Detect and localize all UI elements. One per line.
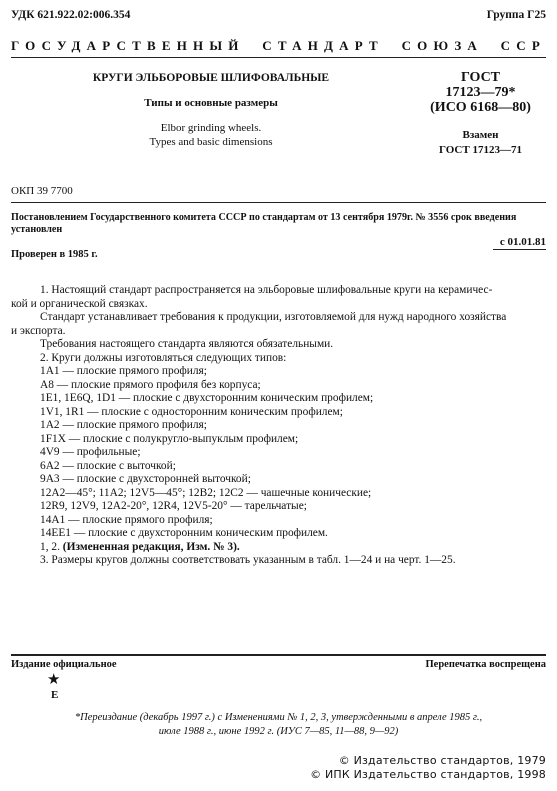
amendment-items: 1, 2. — [40, 541, 60, 553]
body-line: 3. Размеры кругов должны соответствовать указанным в табл. 1—24 и на черт. 1—25. — [40, 554, 456, 566]
reissue-note-line1: *Переиздание (декабрь 1997 г.) с Изменениями № 1, 2, 3, утвержденными в апреле 1985 г., — [74, 712, 483, 723]
body-line: 1A2 — плоские прямого профиля; — [40, 419, 207, 431]
checked-year: Проверен в 1985 г. — [11, 249, 98, 260]
english-title-line2: Types and basic dimensions — [149, 136, 273, 148]
body-line: и экспорта. — [11, 325, 66, 337]
body-line: 1E1, 1E6Q, 1D1 — плоские с двухсторонним коническим профилем; — [40, 392, 374, 404]
standard-title: КРУГИ ЭЛЬБОРОВЫЕ ШЛИФОВАЛЬНЫЕ — [92, 72, 330, 84]
body-line: 1V1, 1R1 — плоские с односторонним коническим профилем; — [40, 406, 343, 418]
copyright-1998: © ИПК Издательство стандартов, 1998 — [310, 768, 546, 781]
body-line: 2. Круги должны изготовляться следующих типов: — [40, 352, 287, 364]
footer-rule — [11, 654, 546, 656]
replaces-label: Взамен — [462, 129, 499, 141]
decree-line1: Постановлением Государственного комитета СССР по стандартам от 13 сентября 1979г. № 3556 срок введения — [11, 212, 517, 223]
banner-title: ГОСУДАРСТВЕННЫЙ СТАНДАРТ СОЮЗА ССР — [11, 38, 546, 53]
effective-date: с 01.01.81 — [499, 236, 546, 248]
edition-mark: E — [51, 689, 59, 701]
body-line: 9A3 — плоские с двухсторонней выточкой; — [40, 473, 251, 485]
iso-number: (ИСО 6168—80) — [430, 100, 531, 115]
group-code: Группа Г25 — [486, 9, 546, 21]
udk-code: УДК 621.922.02:006.354 — [11, 9, 131, 21]
body-line: 4V9 — профильные; — [40, 446, 141, 458]
body-line: A8 — плоские прямого профиля без корпуса; — [40, 379, 261, 391]
gost-block — [415, 70, 546, 157]
body-line: кой и органической связках. — [11, 298, 148, 310]
star-icon: ★ — [47, 670, 61, 688]
gost-number: 17123—79* — [445, 85, 516, 100]
okp-code: ОКП 39 7700 — [11, 185, 73, 197]
decree-line2: установлен — [11, 224, 63, 235]
body-line: Стандарт устанавливает требования к продукции, изготовляемой для нужд народного хозяйства — [40, 311, 507, 323]
official-edition: Издание официальное — [11, 659, 117, 670]
amendment-note — [40, 541, 240, 555]
body-line: 14A1 — плоские прямого профиля; — [40, 514, 213, 526]
standard-subtitle: Типы и основные размеры — [144, 97, 278, 109]
banner-rule — [11, 57, 546, 58]
body-line: 1F1X — плоские с полукругло-выпуклым профилем; — [40, 433, 299, 445]
reissue-note-line2: июле 1988 г., июне 1992 г. (ИУС 7—85, 11—88, 9—92) — [158, 726, 399, 737]
reprint-prohibited: Перепечатка воспрещена — [425, 659, 546, 670]
body-line: 1A1 — плоские прямого профиля; — [40, 365, 207, 377]
body-line: Требования настоящего стандарта являются обязательными. — [40, 338, 334, 350]
body-line: 6A2 — плоские с выточкой; — [40, 460, 176, 472]
copyright-1979: © Издательство стандартов, 1979 — [338, 754, 546, 767]
replaces-standard: ГОСТ 17123—71 — [439, 144, 522, 156]
okp-rule — [11, 202, 546, 203]
body-line: 12A2—45°; 11A2; 12V5—45°; 12B2; 12C2 — чашечные конические; — [40, 487, 372, 499]
gost-label: ГОСТ — [460, 70, 501, 85]
date-underline — [493, 249, 546, 250]
english-title-line1: Elbor grinding wheels. — [160, 122, 262, 134]
body-line: 14EE1 — плоские с двухсторонним коническим профилем. — [40, 527, 328, 539]
body-line: 12R9, 12V9, 12A2-20°, 12R4, 12V5-20° — тарельчатые; — [40, 500, 307, 512]
amendment-text: (Измененная редакция, Изм. № 3). — [62, 541, 240, 553]
body-line: 1. Настоящий стандарт распространяется на эльборовые шлифовальные круги на керамичес- — [40, 284, 493, 296]
